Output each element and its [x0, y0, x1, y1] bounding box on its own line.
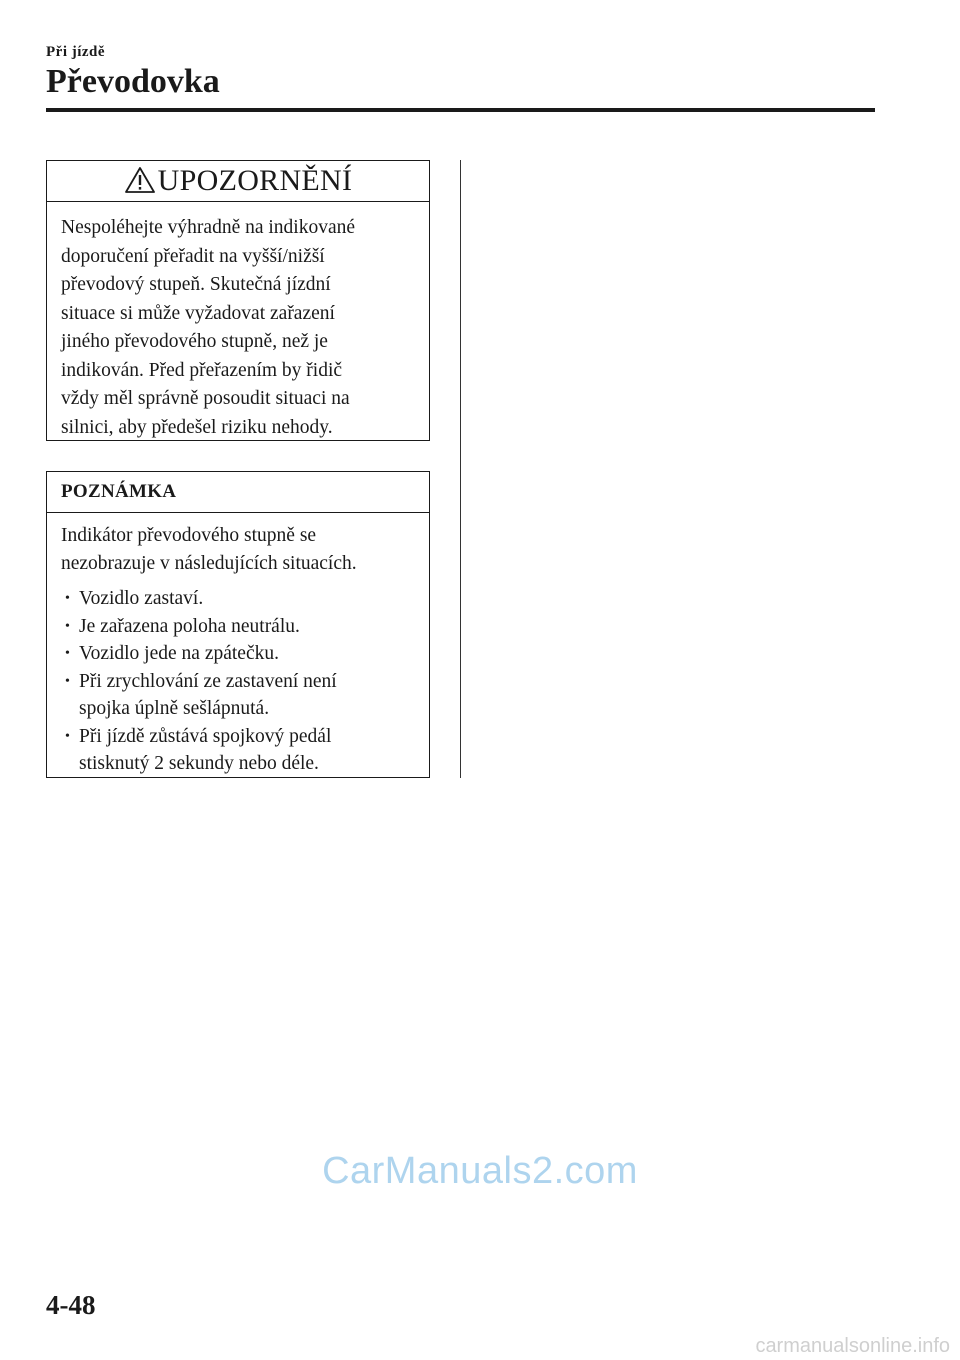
list-item-line: stisknutý 2 sekundy nebo déle.: [79, 753, 319, 774]
list-item-line: Je zařazena poloha neutrálu.: [79, 615, 300, 637]
column-divider: [460, 160, 461, 778]
note-intro: [61, 522, 417, 577]
warning-line: silnici, aby předešel riziku nehody.: [61, 416, 333, 438]
warning-box: [46, 160, 430, 441]
list-item-line: Při jízdě zůstává spojkový pedál: [79, 725, 332, 747]
note-intro-line: Indikátor převodového stupně se: [61, 525, 317, 546]
list-item-line: spojka úplně sešlápnutá.: [79, 698, 270, 719]
note-intro-line: nezobrazuje v následujících situacích.: [61, 552, 357, 574]
bullet-icon: •: [65, 728, 70, 744]
warning-line: převodový stupeň. Skutečná jízdní: [61, 274, 331, 295]
list-item: [61, 613, 417, 641]
list-item-line: Při zrychlování ze zastavení není: [79, 670, 337, 692]
note-list: [61, 585, 417, 778]
list-item-line: Vozidlo jede na zpátečku.: [79, 643, 279, 664]
warning-line: Nespoléhejte výhradně na indikované: [61, 217, 356, 238]
warning-line: situace si může vyžadovat zařazení: [61, 302, 335, 324]
section-label: Při jízdě: [46, 44, 106, 60]
header-rule: [46, 108, 875, 112]
note-box: [46, 471, 430, 778]
list-item: [61, 640, 417, 668]
list-item-line: Vozidlo zastaví.: [79, 588, 204, 609]
warning-title: UPOZORNĚNÍ: [157, 164, 353, 197]
bullet-icon: •: [65, 591, 70, 606]
warning-triangle-icon: [124, 166, 156, 194]
list-item: [61, 723, 417, 778]
warning-line: doporučení přeřadit na vyšší/nižší: [61, 245, 325, 267]
chapter-title: Převodovka: [46, 63, 220, 100]
list-item: [61, 585, 417, 613]
note-text: [47, 513, 429, 778]
warning-line: jiného převodového stupně, než je: [61, 331, 328, 352]
bullet-icon: •: [65, 618, 70, 634]
list-item: [61, 668, 417, 723]
bullet-icon: •: [65, 673, 70, 689]
page-number: 4-48: [46, 1290, 96, 1320]
warning-text: [47, 202, 429, 442]
warning-header: [47, 161, 429, 202]
watermark: CarManuals2.com: [322, 1150, 638, 1192]
bullet-icon: •: [65, 646, 70, 661]
note-title: POZNÁMKA: [47, 472, 429, 513]
footer-site-link[interactable]: carmanualsonline.info: [755, 1335, 950, 1357]
warning-line: vždy měl správně posoudit situaci na: [61, 388, 350, 409]
warning-line: indikován. Před přeřazením by řidič: [61, 359, 343, 381]
